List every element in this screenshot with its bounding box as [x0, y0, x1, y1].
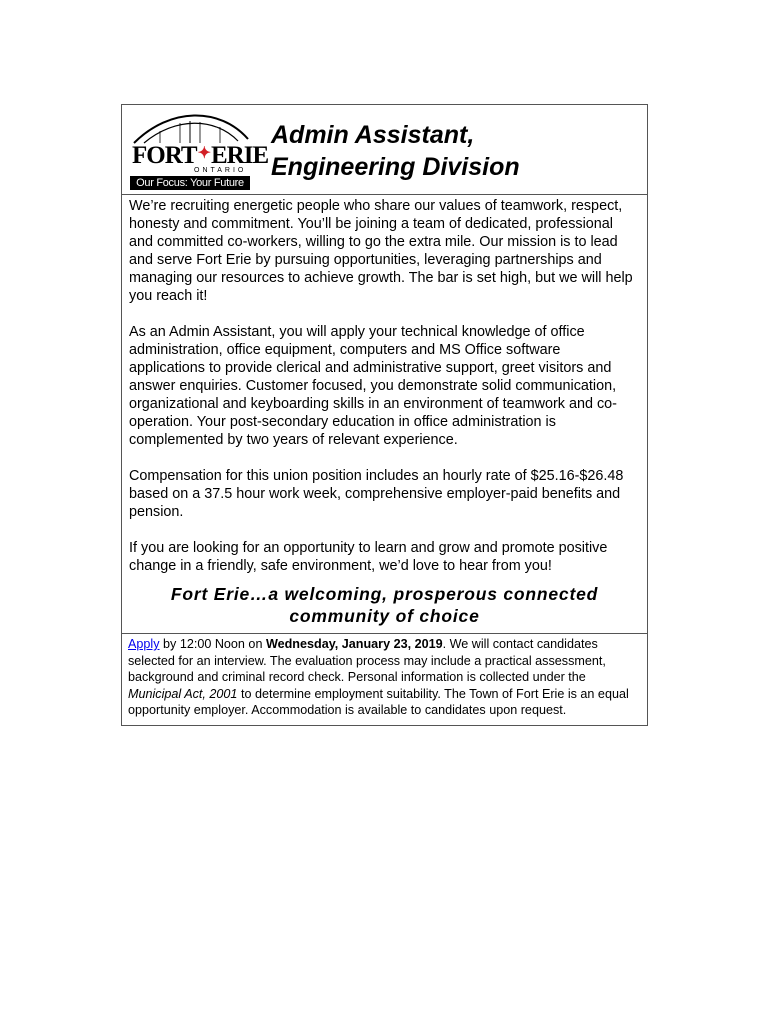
- apply-link[interactable]: Apply: [128, 637, 160, 651]
- slogan: [129, 583, 640, 627]
- deadline-date: Wednesday, January 23, 2019: [265, 637, 443, 651]
- paragraph-closing: If you are looking for an opportunity to learn and grow and promote positive change in a friendly, safe environment, we’d love to hear from you!: [129, 540, 608, 574]
- posting-body: [122, 195, 647, 627]
- deadline-prefix: by 12:00 Noon on: [159, 637, 266, 651]
- paragraph-role: As an Admin Assistant, you will apply your technical knowledge of office administration, office equipment, computers and MS Office software applications to provide clerical and administrative support, greet visitors and answer enquiries. Customer focused, you demonstrate solid communication, organizational and keyboarding skills in an environment of teamwork and co-operation. Your post-secondary education in office administration is complemented by two years of relevant experience.: [129, 324, 617, 448]
- act-name: Municipal Act, 2001: [128, 686, 238, 701]
- logo-tagline: Our Focus: Your Future: [130, 176, 250, 190]
- slogan-line-1: Fort Erie…a welcoming, prosperous connected: [170, 584, 599, 604]
- paragraph-intro: We’re recruiting energetic people who share our values of teamwork, respect, honesty and commitment. You’ll be joining a team of dedicated, professional and committed co-workers, willing to go the extra mile. Our mission is to lead and serve Fort Erie by pursuing opportunities, leveraging partnerships and managing our resources to achieve growth. The bar is set high, but we will help you reach it!: [129, 198, 633, 304]
- fort-erie-logo: [130, 113, 269, 189]
- details-end: to determine employment suitability. The Town of Fort Erie is an equal opportunity employer. Accommodation is available to candidates upon request.: [128, 686, 629, 718]
- paragraph-compensation: Compensation for this union position includes an hourly rate of $25.16-$26.48 based on a 37.5 hour work week, comprehensive employer-paid benefits and pension.: [129, 468, 624, 520]
- application-details: [122, 633, 647, 719]
- logo-name-right: ERIE: [210, 142, 269, 169]
- title-line-1: Admin Assistant,: [271, 121, 475, 149]
- title-line-2: Engineering Division: [271, 153, 520, 181]
- job-posting: [121, 104, 648, 726]
- posting-header: [122, 105, 647, 195]
- maple-leaf-icon: ✦: [197, 145, 210, 162]
- logo-name-left: FORT: [132, 142, 197, 169]
- logo-subtitle: ONTARIO: [194, 167, 247, 174]
- page-title: [271, 119, 520, 183]
- slogan-line-2: community of choice: [289, 606, 480, 626]
- details-text: . We will contact candidates selected for an interview. The evaluation process may include a practical assessment, background and criminal record check. Personal information is collected under the: [128, 637, 606, 685]
